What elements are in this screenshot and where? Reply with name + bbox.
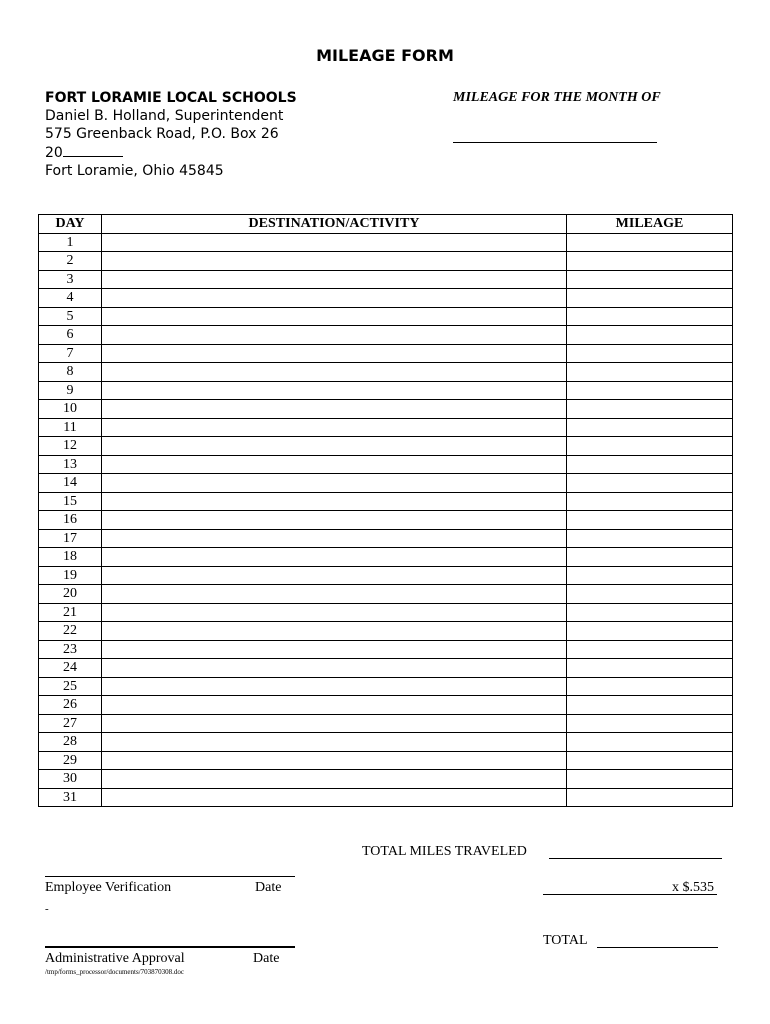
destination-cell[interactable] bbox=[102, 640, 567, 659]
mileage-cell[interactable] bbox=[567, 733, 733, 752]
mileage-cell[interactable] bbox=[567, 455, 733, 474]
day-cell: 13 bbox=[39, 455, 102, 474]
destination-cell[interactable] bbox=[102, 363, 567, 382]
mileage-cell[interactable] bbox=[567, 548, 733, 567]
table-row bbox=[39, 529, 733, 548]
mileage-cell[interactable] bbox=[567, 603, 733, 622]
mileage-cell[interactable] bbox=[567, 640, 733, 659]
table-row bbox=[39, 455, 733, 474]
mileage-cell[interactable] bbox=[567, 529, 733, 548]
total-miles-label: TOTAL MILES TRAVELED bbox=[362, 844, 527, 859]
destination-cell[interactable] bbox=[102, 529, 567, 548]
table-row bbox=[39, 733, 733, 752]
table-row bbox=[39, 307, 733, 326]
day-cell: 5 bbox=[39, 307, 102, 326]
destination-cell[interactable] bbox=[102, 751, 567, 770]
table-row bbox=[39, 622, 733, 641]
day-cell: 4 bbox=[39, 289, 102, 308]
destination-cell[interactable] bbox=[102, 677, 567, 696]
table-row bbox=[39, 492, 733, 511]
year-blank[interactable] bbox=[63, 143, 123, 157]
mileage-cell[interactable] bbox=[567, 788, 733, 807]
table-row bbox=[39, 400, 733, 419]
mileage-cell[interactable] bbox=[567, 233, 733, 252]
destination-cell[interactable] bbox=[102, 622, 567, 641]
mileage-cell[interactable] bbox=[567, 270, 733, 289]
day-cell: 17 bbox=[39, 529, 102, 548]
destination-cell[interactable] bbox=[102, 289, 567, 308]
destination-cell[interactable] bbox=[102, 270, 567, 289]
destination-cell[interactable] bbox=[102, 381, 567, 400]
destination-cell[interactable] bbox=[102, 696, 567, 715]
day-cell: 24 bbox=[39, 659, 102, 678]
day-cell: 6 bbox=[39, 326, 102, 345]
administrative-approval-label: Administrative Approval bbox=[45, 951, 185, 966]
table-row bbox=[39, 696, 733, 715]
table-row bbox=[39, 252, 733, 271]
destination-cell[interactable] bbox=[102, 455, 567, 474]
table-row bbox=[39, 344, 733, 363]
table-header-row bbox=[39, 215, 733, 234]
total-label: TOTAL bbox=[543, 933, 588, 948]
admin-date-label: Date bbox=[253, 951, 280, 966]
header-day: DAY bbox=[39, 215, 102, 234]
employee-signature-line[interactable] bbox=[45, 876, 295, 877]
day-cell: 18 bbox=[39, 548, 102, 567]
table-row bbox=[39, 418, 733, 437]
day-cell: 21 bbox=[39, 603, 102, 622]
destination-cell[interactable] bbox=[102, 344, 567, 363]
day-cell: 16 bbox=[39, 511, 102, 530]
day-cell: 29 bbox=[39, 751, 102, 770]
destination-cell[interactable] bbox=[102, 714, 567, 733]
day-cell: 26 bbox=[39, 696, 102, 715]
destination-cell[interactable] bbox=[102, 770, 567, 789]
day-cell: 25 bbox=[39, 677, 102, 696]
admin-signature-line[interactable] bbox=[45, 946, 295, 948]
table-row bbox=[39, 381, 733, 400]
day-cell: 7 bbox=[39, 344, 102, 363]
destination-cell[interactable] bbox=[102, 474, 567, 493]
day-cell: 11 bbox=[39, 418, 102, 437]
destination-cell[interactable] bbox=[102, 585, 567, 604]
mileage-cell[interactable] bbox=[567, 437, 733, 456]
day-cell: 23 bbox=[39, 640, 102, 659]
table-row bbox=[39, 437, 733, 456]
day-cell: 19 bbox=[39, 566, 102, 585]
destination-cell[interactable] bbox=[102, 326, 567, 345]
destination-cell[interactable] bbox=[102, 659, 567, 678]
total-miles-field[interactable] bbox=[549, 858, 722, 859]
table-row bbox=[39, 770, 733, 789]
mileage-cell[interactable] bbox=[567, 474, 733, 493]
destination-cell[interactable] bbox=[102, 733, 567, 752]
day-cell: 20 bbox=[39, 585, 102, 604]
mileage-cell[interactable] bbox=[567, 363, 733, 382]
dash-mark: - bbox=[45, 903, 49, 915]
mileage-cell[interactable] bbox=[567, 696, 733, 715]
table-row bbox=[39, 603, 733, 622]
table-row bbox=[39, 326, 733, 345]
destination-cell[interactable] bbox=[102, 566, 567, 585]
table-row bbox=[39, 511, 733, 530]
day-cell: 12 bbox=[39, 437, 102, 456]
table-row bbox=[39, 659, 733, 678]
rate-label: x $.535 bbox=[672, 880, 714, 895]
day-cell: 1 bbox=[39, 233, 102, 252]
table-row bbox=[39, 566, 733, 585]
table-row bbox=[39, 363, 733, 382]
table-row bbox=[39, 474, 733, 493]
mileage-cell[interactable] bbox=[567, 511, 733, 530]
mileage-cell[interactable] bbox=[567, 307, 733, 326]
day-cell: 3 bbox=[39, 270, 102, 289]
day-cell: 8 bbox=[39, 363, 102, 382]
table-row bbox=[39, 714, 733, 733]
destination-cell[interactable] bbox=[102, 511, 567, 530]
day-cell: 31 bbox=[39, 788, 102, 807]
mileage-cell[interactable] bbox=[567, 344, 733, 363]
total-field[interactable] bbox=[597, 947, 718, 948]
table-row bbox=[39, 585, 733, 604]
table-row bbox=[39, 788, 733, 807]
mileage-cell[interactable] bbox=[567, 289, 733, 308]
destination-cell[interactable] bbox=[102, 252, 567, 271]
table-row bbox=[39, 233, 733, 252]
table-row bbox=[39, 677, 733, 696]
destination-cell[interactable] bbox=[102, 437, 567, 456]
destination-cell[interactable] bbox=[102, 233, 567, 252]
header-destination: DESTINATION/ACTIVITY bbox=[102, 215, 567, 234]
mileage-cell[interactable] bbox=[567, 585, 733, 604]
school-city: Fort Loramie, Ohio 45845 bbox=[45, 163, 224, 179]
day-cell: 15 bbox=[39, 492, 102, 511]
day-cell: 14 bbox=[39, 474, 102, 493]
mileage-cell[interactable] bbox=[567, 770, 733, 789]
mileage-cell[interactable] bbox=[567, 381, 733, 400]
superintendent-name: Daniel B. Holland, Superintendent bbox=[45, 108, 284, 124]
header-mileage: MILEAGE bbox=[567, 215, 733, 234]
destination-cell[interactable] bbox=[102, 603, 567, 622]
mileage-cell[interactable] bbox=[567, 622, 733, 641]
employee-date-label: Date bbox=[255, 880, 282, 895]
month-label: MILEAGE FOR THE MONTH OF bbox=[453, 90, 661, 105]
destination-cell[interactable] bbox=[102, 548, 567, 567]
mileage-cell[interactable] bbox=[567, 677, 733, 696]
day-cell: 9 bbox=[39, 381, 102, 400]
year-row bbox=[45, 143, 297, 162]
table-row bbox=[39, 640, 733, 659]
destination-cell[interactable] bbox=[102, 418, 567, 437]
table-row bbox=[39, 548, 733, 567]
month-field[interactable] bbox=[453, 142, 657, 143]
day-cell: 28 bbox=[39, 733, 102, 752]
destination-cell[interactable] bbox=[102, 400, 567, 419]
day-cell: 30 bbox=[39, 770, 102, 789]
mileage-cell[interactable] bbox=[567, 400, 733, 419]
mileage-cell[interactable] bbox=[567, 566, 733, 585]
day-cell: 22 bbox=[39, 622, 102, 641]
table-row bbox=[39, 751, 733, 770]
form-title: MILEAGE FORM bbox=[316, 46, 454, 65]
mileage-cell[interactable] bbox=[567, 326, 733, 345]
day-cell: 2 bbox=[39, 252, 102, 271]
day-cell: 10 bbox=[39, 400, 102, 419]
mileage-cell[interactable] bbox=[567, 751, 733, 770]
mileage-cell[interactable] bbox=[567, 492, 733, 511]
day-cell: 27 bbox=[39, 714, 102, 733]
destination-cell[interactable] bbox=[102, 492, 567, 511]
year-prefix: 20 bbox=[45, 145, 63, 161]
school-name: FORT LORAMIE LOCAL SCHOOLS bbox=[45, 90, 297, 106]
file-path: /tmp/forms_processor/documents/703870308.doc bbox=[45, 968, 185, 976]
destination-cell[interactable] bbox=[102, 307, 567, 326]
destination-cell[interactable] bbox=[102, 788, 567, 807]
mileage-cell[interactable] bbox=[567, 659, 733, 678]
school-address: 575 Greenback Road, P.O. Box 26 bbox=[45, 126, 279, 142]
table-row bbox=[39, 289, 733, 308]
mileage-cell[interactable] bbox=[567, 418, 733, 437]
mileage-cell[interactable] bbox=[567, 252, 733, 271]
school-info bbox=[45, 89, 297, 180]
table-row bbox=[39, 270, 733, 289]
employee-verification-label: Employee Verification bbox=[45, 880, 172, 895]
mileage-cell[interactable] bbox=[567, 714, 733, 733]
mileage-table bbox=[38, 214, 733, 807]
